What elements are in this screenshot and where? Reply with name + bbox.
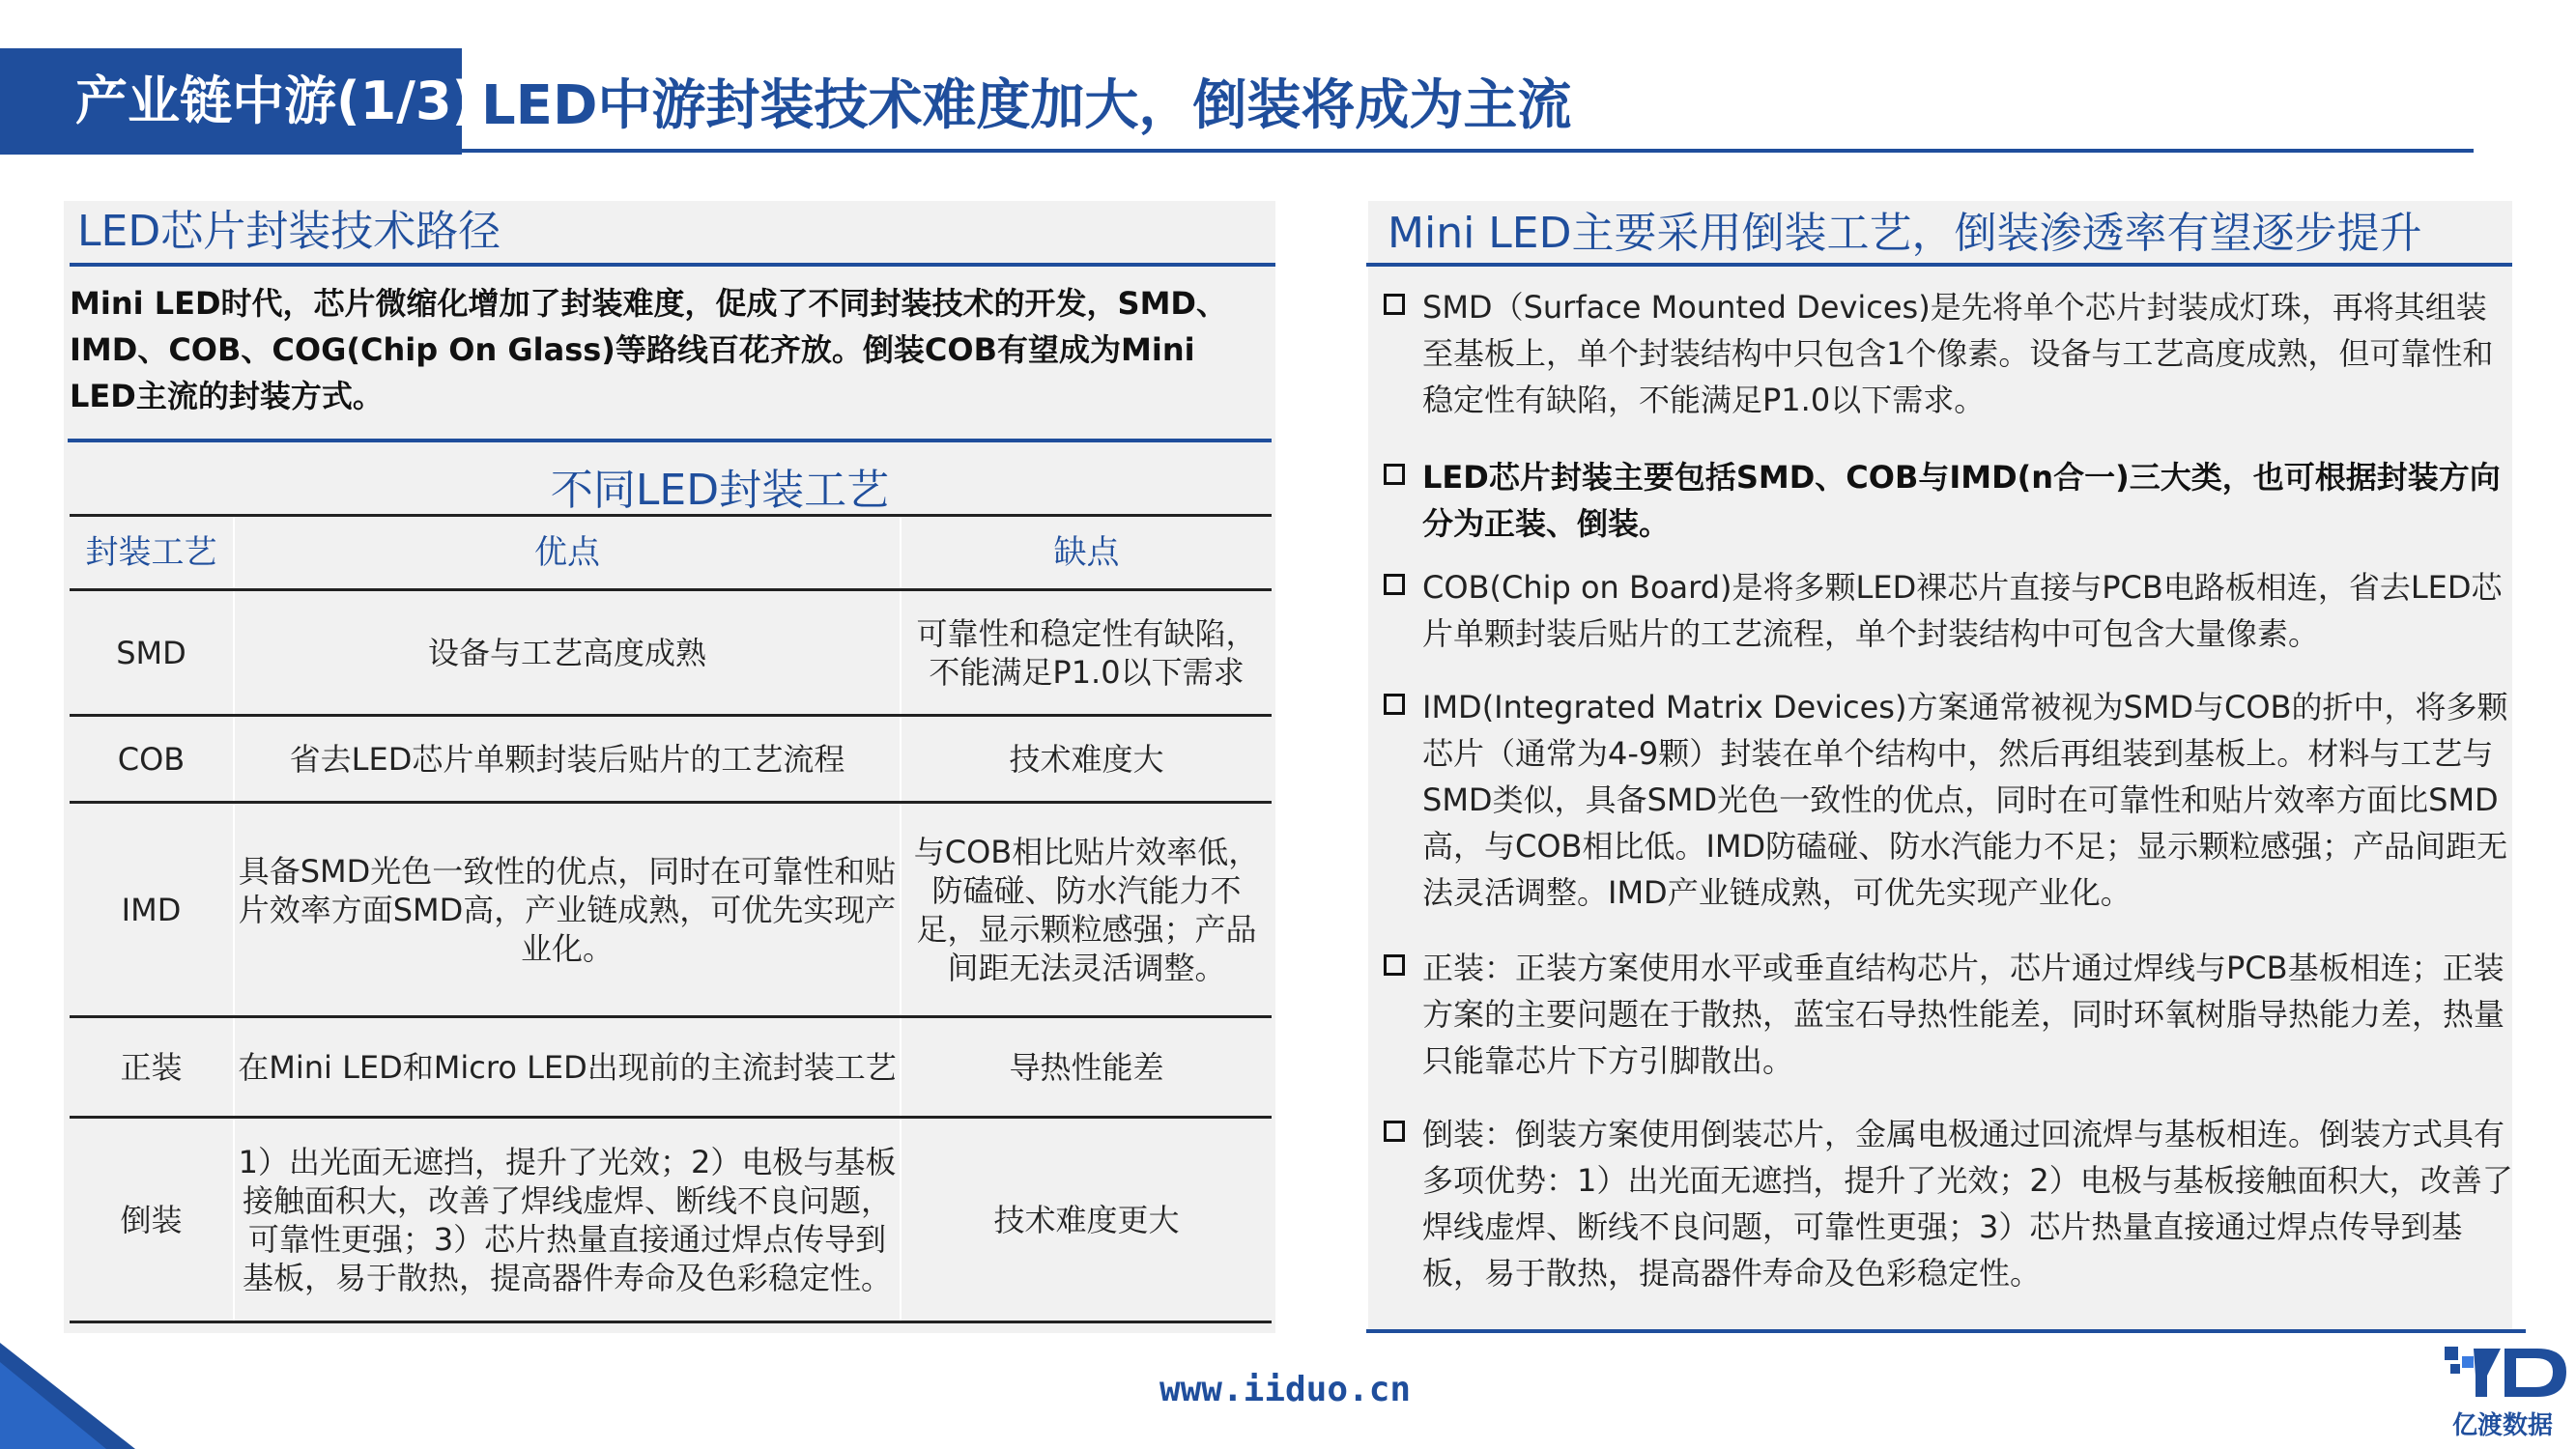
- table-row: [70, 1017, 1272, 1118]
- logo-text: 亿渡数据: [2451, 1411, 2553, 1440]
- table-header-cell: 封装工艺: [70, 516, 234, 590]
- table-cell-cons: 技术难度更大: [901, 1118, 1272, 1322]
- table-cell-name: 倒装: [70, 1118, 234, 1322]
- left-section-rule: [70, 263, 1275, 267]
- table-title: 不同LED封装工艺: [550, 466, 890, 515]
- header-tag-label: 产业链中游(1/3): [75, 71, 476, 131]
- right-section-title: Mini LED主要采用倒装工艺，倒装渗透率有望逐步提升: [1388, 209, 2422, 258]
- bullet-item: [1384, 284, 2514, 423]
- right-section-rule: [1366, 263, 2512, 267]
- bullet-item: [1384, 945, 2514, 1084]
- table-row: [70, 1118, 1272, 1322]
- footer-url[interactable]: www.iiduo.cn: [1159, 1370, 1412, 1409]
- table-row: [70, 716, 1272, 803]
- table-row: [70, 803, 1272, 1017]
- table-cell-cons: 与COB相比贴片效率低，防磕碰、防水汽能力不足，显示颗粒感强；产品间距无法灵活调整。: [901, 803, 1272, 1017]
- page-title: LED中游封装技术难度加大，倒装将成为主流: [481, 74, 1572, 137]
- table-cell-name: IMD: [70, 803, 234, 1017]
- bullet-item: [1384, 684, 2514, 916]
- left-intro-rule: [68, 439, 1272, 442]
- checkbox-icon: [1384, 694, 1405, 715]
- table-cell-pros: 在Mini LED和Micro LED出现前的主流封装工艺: [234, 1017, 901, 1118]
- checkbox-icon: [1384, 954, 1405, 976]
- bullet-item: [1384, 454, 2514, 547]
- bullet-text: SMD（Surface Mounted Devices)是先将单个芯片封装成灯珠，再将其组装至基板上，单个封装结构中只包含1个像素。设备与工艺高度成熟，但可靠性和稳定性有缺陷，不能满足P1.0以下需求。: [1422, 289, 2494, 418]
- packaging-table: [70, 514, 1272, 1323]
- table-header-cell: 缺点: [901, 516, 1272, 590]
- table-row: [70, 590, 1272, 716]
- checkbox-icon: [1384, 574, 1405, 595]
- corner-decoration: [0, 1343, 135, 1449]
- checkbox-icon: [1384, 1121, 1405, 1142]
- table-cell-name: SMD: [70, 590, 234, 716]
- bullet-text: COB(Chip on Board)是将多颗LED裸芯片直接与PCB电路板相连，省去LED芯片单颗封装后贴片的工艺流程，单个封装结构中可包含大量像素。: [1422, 569, 2503, 652]
- table-header-cell: 优点: [234, 516, 901, 590]
- bullet-text: IMD(Integrated Matrix Devices)方案通常被视为SMD与COB的折中，将多颗芯片（通常为4-9颗）封装在单个结构中，然后再组装到基板上。材料与工艺与SMD类似，具备SMD光色一致性的优点，同时在可靠性和贴片效率方面比SMD高，与COB相比低。IMD防磕碰、防水汽能力不足；显示颗粒感强；产品间距无法灵活调整。IMD产业链成熟，可优先实现产业化。: [1422, 689, 2508, 911]
- table-cell-pros: 省去LED芯片单颗封装后贴片的工艺流程: [234, 716, 901, 803]
- table-cell-cons: 可靠性和稳定性有缺陷，不能满足P1.0以下需求: [901, 590, 1272, 716]
- table-cell-name: COB: [70, 716, 234, 803]
- bullet-text: LED芯片封装主要包括SMD、COB与IMD(n合一)三大类，也可根据封装方向分为正装、倒装。: [1422, 459, 2501, 542]
- checkbox-icon: [1384, 464, 1405, 485]
- right-bottom-rule: [1366, 1329, 2526, 1333]
- table-cell-cons: 导热性能差: [901, 1017, 1272, 1118]
- bullet-item: [1384, 564, 2514, 657]
- bullet-text: 倒装：倒装方案使用倒装芯片，金属电极通过回流焊与基板相连。倒装方式具有多项优势：1）出光面无遮挡，提升了光效；2）电极与基板接触面积大，改善了焊线虚焊、断线不良问题，可靠性更强；3）芯片热量直接通过焊点传导到基板，易于散热，提高器件寿命及色彩稳定性。: [1422, 1116, 2513, 1292]
- table-cell-pros: 设备与工艺高度成熟: [234, 590, 901, 716]
- table-cell-name: 正装: [70, 1017, 234, 1118]
- bullet-text: 正装：正装方案使用水平或垂直结构芯片，芯片通过焊线与PCB基板相连；正装方案的主要问题在于散热，蓝宝石导热性能差，同时环氧树脂导热能力差，热量只能靠芯片下方引脚散出。: [1422, 950, 2505, 1079]
- left-intro-text: Mini LED时代，芯片微缩化增加了封装难度，促成了不同封装技术的开发，SMD、IMD、COB、COG(Chip On Glass)等路线百花齐放。倒装COB有望成为Mini LED主流的封装方式。: [70, 285, 1227, 414]
- header-rule: [462, 149, 2474, 153]
- table-cell-pros: 具备SMD光色一致性的优点，同时在可靠性和贴片效率方面SMD高，产业链成熟，可优先实现产业化。: [234, 803, 901, 1017]
- table-cell-cons: 技术难度大: [901, 716, 1272, 803]
- checkbox-icon: [1384, 294, 1405, 315]
- logo-icon: [2445, 1343, 2570, 1401]
- bullet-item: [1384, 1111, 2514, 1296]
- header-tag: [0, 48, 476, 155]
- table-header-row: [70, 516, 1272, 590]
- table-cell-pros: 1）出光面无遮挡，提升了光效；2）电极与基板接触面积大，改善了焊线虚焊、断线不良问题，可靠性更强；3）芯片热量直接通过焊点传导到基板，易于散热，提高器件寿命及色彩稳定性。: [234, 1118, 901, 1322]
- left-section-title: LED芯片封装技术路径: [77, 207, 501, 256]
